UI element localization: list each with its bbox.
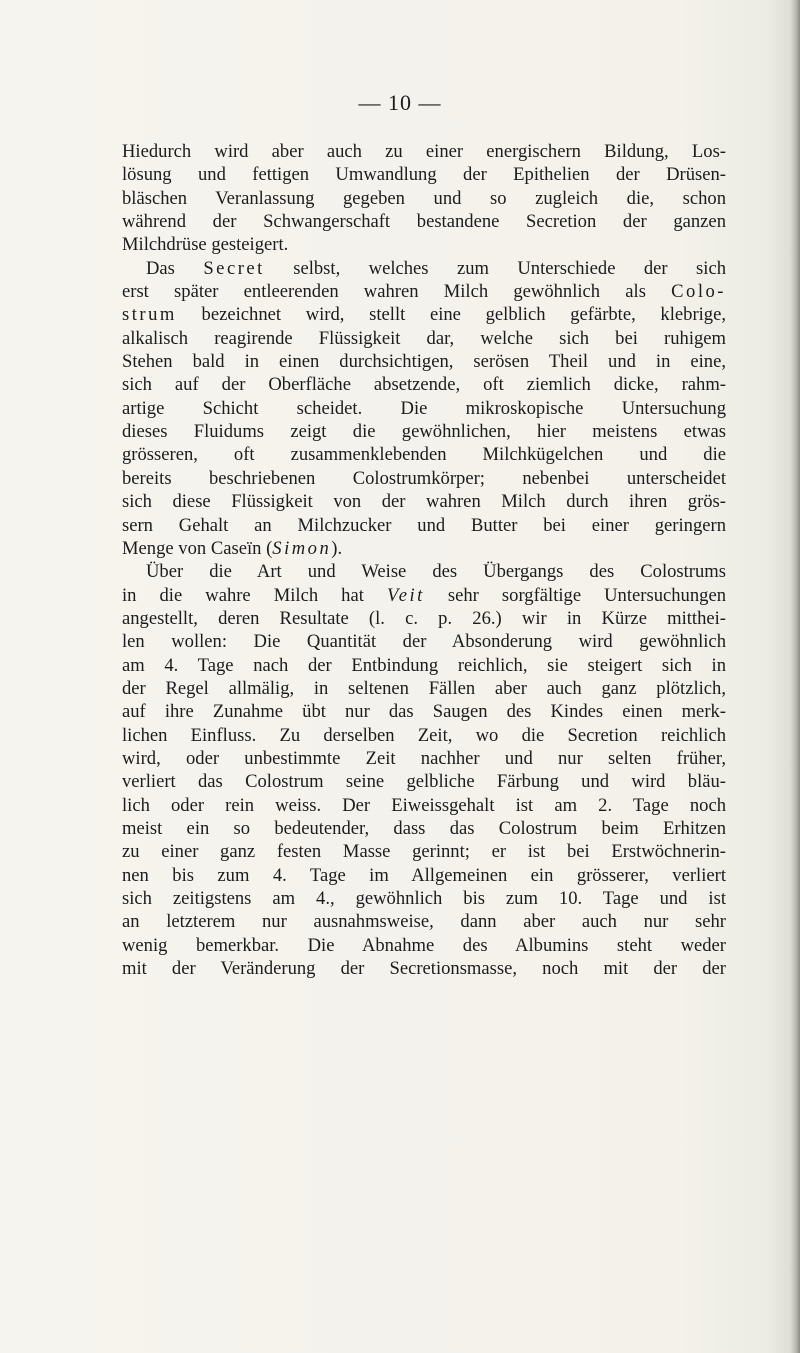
text-line: zu einer ganz festen Masse gerinnt; er ist bei Erstwöchnerin- (122, 841, 726, 863)
text-line: alkalisch reagirende Flüssigkeit dar, welche sich bei ruhigem (122, 327, 726, 349)
text-line: Menge von Caseïn (Simon). (122, 537, 343, 559)
text-line: am 4. Tage nach der Entbindung reichlich, sie steigert sich in (122, 654, 726, 676)
text-line: erst später entleerenden wahren Milch gewöhnlich als Colo- (122, 281, 726, 303)
text-line: Hiedurch wird aber auch zu einer energischern Bildung, Los- (122, 141, 726, 162)
text-line: angestellt, deren Resultate (l. c. p. 26.) wir in Kürze mitthei- (122, 607, 726, 629)
spaced-term: strum (122, 304, 177, 326)
text-line: wenig bemerkbar. Die Abnahme des Albumins steht weder (122, 934, 726, 956)
text-line: Stehen bald in einen durchsichtigen, serösen Theil und in eine, (122, 351, 726, 373)
text-line: sern Gehalt an Milchzucker und Butter bei einer geringern (122, 514, 726, 536)
text-line: Milchdrüse gesteigert. (122, 234, 289, 256)
author-name: Simon (272, 537, 332, 559)
text-line: in die wahre Milch hat Veit sehr sorgfältige Untersuchungen (122, 584, 726, 606)
text-line: lösung und fettigen Umwandlung der Epithelien der Drüsen- (122, 164, 726, 186)
text-line: mit der Veränderung der Secretionsmasse, noch mit der der (122, 958, 726, 980)
text-line: artige Schicht scheidet. Die mikroskopische Untersuchung (122, 397, 726, 419)
text-line: sich auf der Oberfläche absetzende, oft ziemlich dicke, rahm- (122, 374, 726, 396)
text-line: lich oder rein weiss. Der Eiweissgehalt ist am 2. Tage noch (122, 794, 726, 816)
page-number: — 10 — (358, 90, 442, 115)
text-line: an letzterem nur ausnahmsweise, dann aber auch nur sehr (122, 911, 726, 933)
text-line: Das Secret selbst, welches zum Unterschiede der sich (146, 257, 726, 279)
page-edge-shadow (790, 0, 800, 1353)
text-line: sich diese Flüssigkeit von der wahren Milch durch ihren grös- (122, 491, 726, 513)
body-text (122, 140, 726, 980)
text-line: der Regel allmälig, in seltenen Fällen aber auch ganz plötzlich, (122, 677, 726, 699)
text-line: verliert das Colostrum seine gelbliche Färbung und wird bläu- (122, 771, 726, 793)
text-line: nen bis zum 4. Tage im Allgemeinen ein grösserer, verliert (122, 864, 726, 886)
text-line: bereits beschriebenen Colostrumkörper; nebenbei unterscheidet (122, 467, 726, 489)
spaced-term: Secret (203, 257, 265, 279)
text-line: grösseren, oft zusammenklebenden Milchkügelchen und die (122, 444, 726, 466)
text-line: Über die Art und Weise des Übergangs des Colostrums (146, 561, 726, 583)
author-name: Veit (386, 584, 425, 606)
text-line: strum bezeichnet wird, stellt eine gelblich gefärbte, klebrige, (122, 304, 726, 326)
text-line: auf ihre Zunahme übt nur das Saugen des Kindes einen merk- (122, 701, 726, 723)
text-line: während der Schwangerschaft bestandene Secretion der ganzen (122, 211, 726, 233)
text-line: len wollen: Die Quantität der Absonderung wird gewöhnlich (122, 631, 726, 653)
spaced-term: Colo- (671, 281, 726, 303)
text-line: wird, oder unbestimmte Zeit nachher und nur selten früher, (122, 747, 726, 769)
text-line: sich zeitigstens am 4., gewöhnlich bis zum 10. Tage und ist (122, 888, 726, 909)
text-line: lichen Einfluss. Zu derselben Zeit, wo die Secretion reichlich (122, 724, 726, 746)
text-line: meist ein so bedeutender, dass das Colostrum beim Erhitzen (122, 817, 726, 839)
text-line: bläschen Veranlassung gegeben und so zugleich die, schon (122, 187, 726, 209)
text-line: dieses Fluidums zeigt die gewöhnlichen, hier meistens etwas (122, 421, 726, 443)
